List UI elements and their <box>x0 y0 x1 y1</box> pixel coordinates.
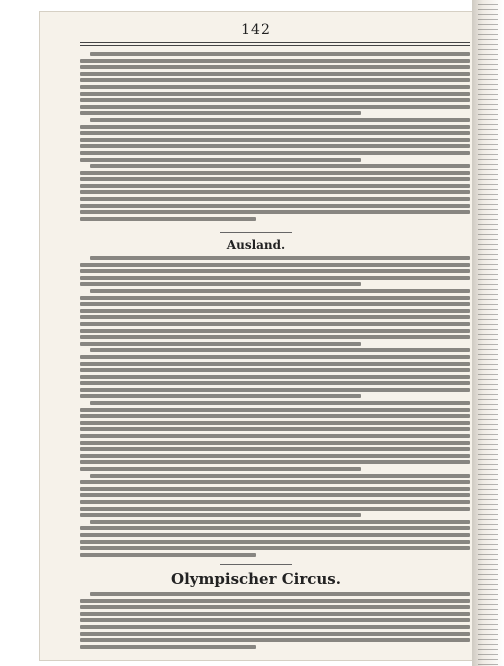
text-line <box>80 381 470 385</box>
text-block-circus <box>80 592 470 651</box>
text-line <box>80 618 470 622</box>
text-line <box>80 421 470 425</box>
text-block-ausland <box>80 256 470 559</box>
text-line <box>90 118 470 122</box>
text-line <box>80 98 470 102</box>
header-rule-top <box>80 42 470 43</box>
text-line <box>80 263 470 267</box>
text-line <box>80 632 470 636</box>
section-heading-ausland: Ausland. <box>226 238 286 252</box>
text-line <box>80 72 470 76</box>
text-line <box>80 322 470 326</box>
text-line <box>90 256 470 260</box>
text-line <box>80 282 361 286</box>
page-number: 142 <box>241 22 271 38</box>
text-line <box>80 513 361 517</box>
text-line <box>80 546 470 550</box>
text-line <box>80 368 470 372</box>
section-separator <box>220 564 292 565</box>
text-line <box>80 210 470 214</box>
text-line <box>80 507 470 511</box>
text-line <box>80 533 470 537</box>
text-line <box>80 605 470 609</box>
text-line <box>90 520 470 524</box>
text-line <box>80 204 470 208</box>
text-line <box>80 480 470 484</box>
text-line <box>80 540 470 544</box>
text-line <box>80 553 256 557</box>
text-line <box>80 375 470 379</box>
text-line <box>80 454 470 458</box>
text-line <box>80 92 470 96</box>
text-line <box>90 52 470 56</box>
text-line <box>80 434 470 438</box>
text-line <box>80 315 470 319</box>
text-line <box>80 645 256 649</box>
text-line <box>90 289 470 293</box>
text-line <box>80 342 361 346</box>
section-heading-circus: Olympischer Circus. <box>171 570 341 588</box>
text-line <box>80 493 470 497</box>
text-line <box>80 131 470 135</box>
section-separator <box>220 232 292 233</box>
text-line <box>80 78 470 82</box>
text-line <box>80 427 470 431</box>
text-line <box>80 151 470 155</box>
text-line <box>80 177 470 181</box>
text-line <box>80 329 470 333</box>
text-line <box>80 408 470 412</box>
text-line <box>80 158 361 162</box>
text-line <box>80 394 361 398</box>
text-line <box>80 197 470 201</box>
text-line <box>80 355 470 359</box>
text-line <box>90 401 470 405</box>
text-line <box>80 65 470 69</box>
text-line <box>80 309 470 313</box>
text-line <box>90 592 470 596</box>
text-line <box>80 138 470 142</box>
text-line <box>80 171 470 175</box>
text-line <box>80 414 470 418</box>
text-line <box>80 447 470 451</box>
text-line <box>80 144 470 148</box>
text-line <box>80 125 470 129</box>
text-line <box>90 164 470 168</box>
text-line <box>80 460 470 464</box>
header-rule-bottom <box>80 45 470 46</box>
text-line <box>90 348 470 352</box>
text-line <box>90 474 470 478</box>
text-line <box>80 638 470 642</box>
text-line <box>80 625 470 629</box>
text-line <box>80 612 470 616</box>
text-line <box>80 302 470 306</box>
text-line <box>80 111 361 115</box>
text-line <box>80 190 470 194</box>
text-line <box>80 388 470 392</box>
scanned-newspaper-page <box>40 12 472 660</box>
text-line <box>80 105 470 109</box>
text-line <box>80 296 470 300</box>
text-line <box>80 362 470 366</box>
text-line <box>80 59 470 63</box>
text-line <box>80 441 470 445</box>
text-line <box>80 467 361 471</box>
adjacent-page-text <box>478 0 498 666</box>
text-block-top <box>80 52 470 223</box>
text-line <box>80 269 470 273</box>
text-line <box>80 184 470 188</box>
text-line <box>80 599 470 603</box>
text-line <box>80 487 470 491</box>
text-line <box>80 217 256 221</box>
text-line <box>80 526 470 530</box>
text-line <box>80 276 470 280</box>
text-line <box>80 335 470 339</box>
text-line <box>80 85 470 89</box>
text-line <box>80 500 470 504</box>
